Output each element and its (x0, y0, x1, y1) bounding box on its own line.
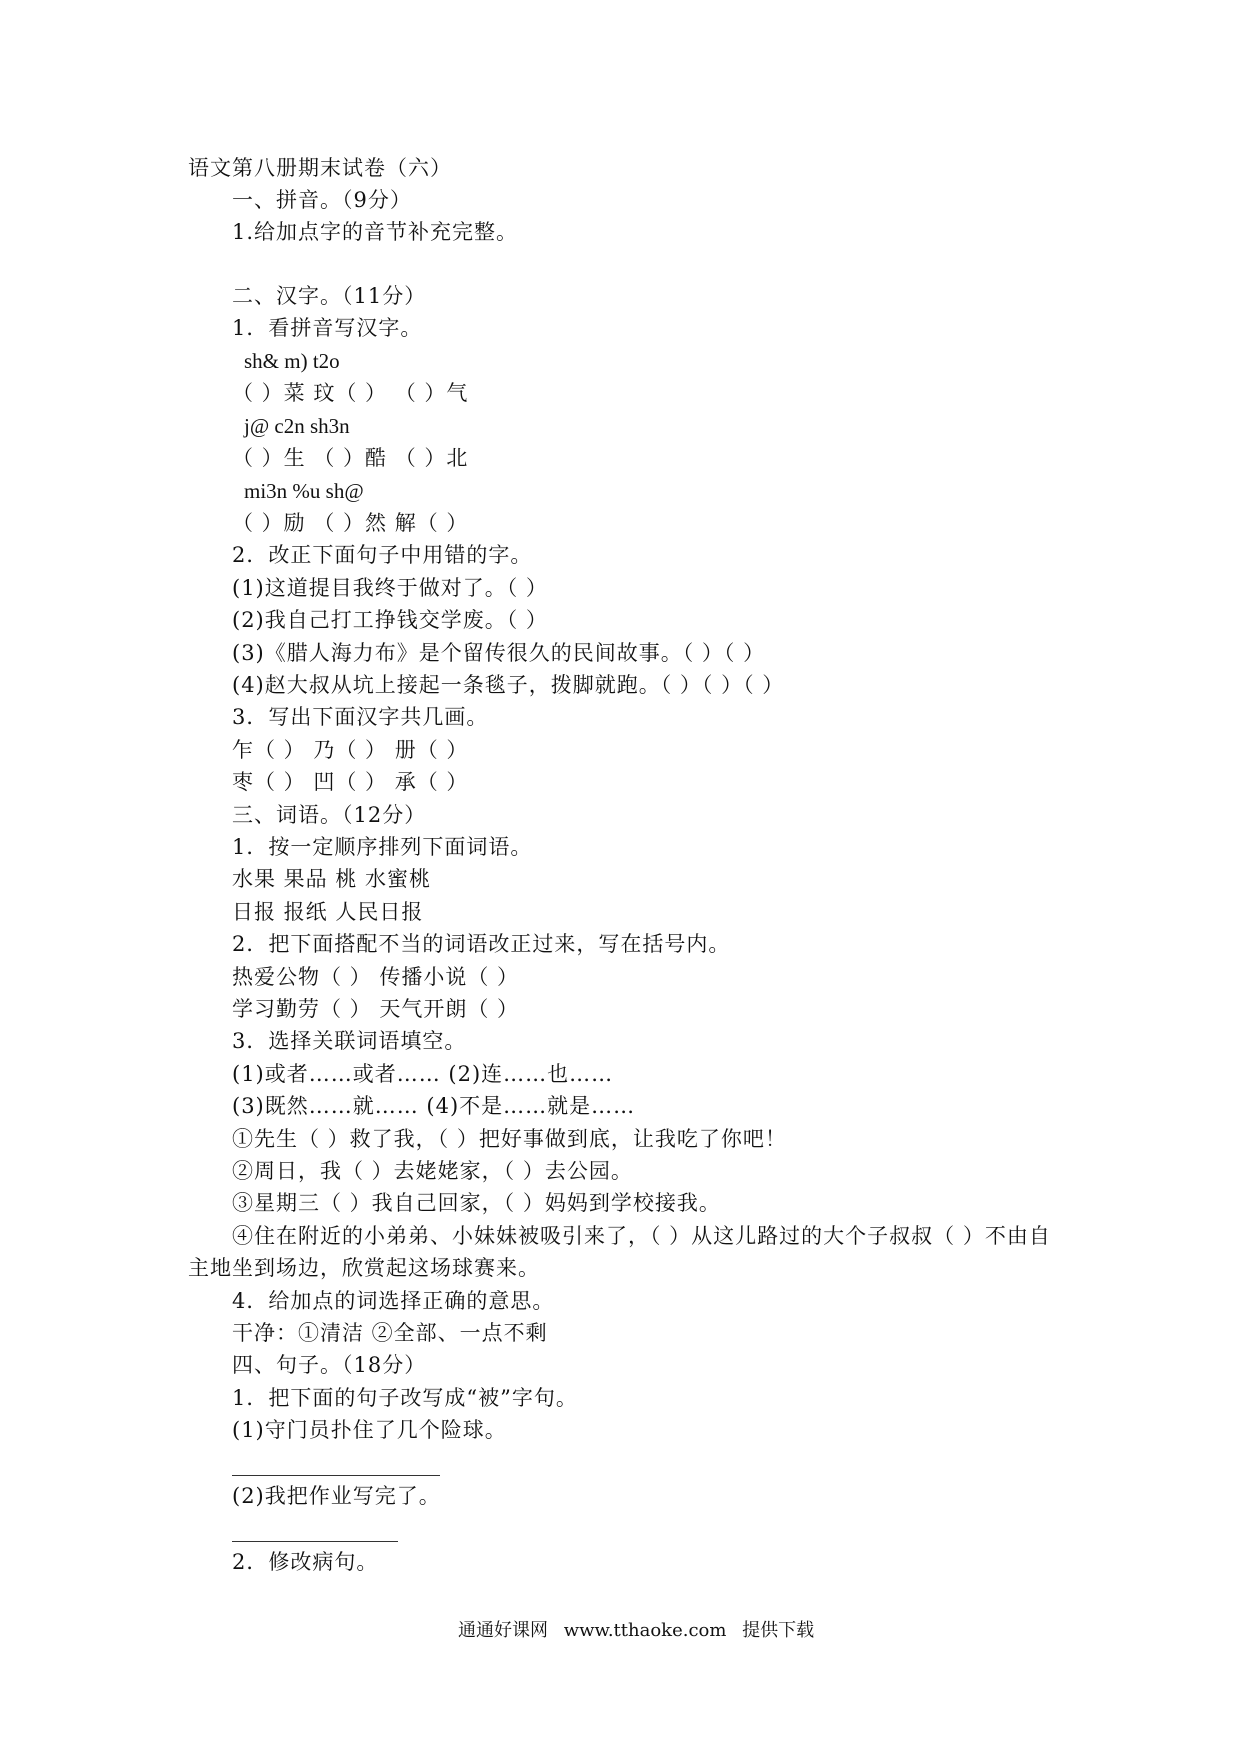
fill-blank-line: ④住在附近的小弟弟、小妹妹被吸引来了，（ ）从这儿路过的大个子叔叔（ ）不由自 (232, 1224, 1051, 1248)
pinyin-line: mi3n %u sh@ (244, 479, 364, 503)
fill-blank-line: （ ）生 （ ）酷 （ ）北 (232, 446, 469, 470)
fill-blank-line: 学习勤劳（ ） 天气开朗（ ） (232, 997, 520, 1021)
word-list: 水果 果品 桃 水蜜桃 (232, 867, 432, 891)
section-heading-sentences: 四、句子。（18分） (232, 1353, 427, 1377)
answer-line (232, 1541, 398, 1542)
question-text: 3．选择关联词语填空。 (232, 1029, 467, 1053)
section-heading-words: 三、词语。（12分） (232, 803, 427, 827)
fill-blank-line: ②周日，我（ ）去姥姥家，（ ）去公园。 (232, 1159, 633, 1183)
page-footer (458, 1618, 824, 1644)
question-text: 2．把下面搭配不当的词语改正过来，写在括号内。 (232, 932, 731, 956)
word-list: 日报 报纸 人民日报 (232, 900, 424, 924)
option-line: 干净：①清洁 ②全部、一点不剩 (232, 1321, 548, 1345)
answer-line (232, 1475, 440, 1476)
footer-site-name: 通通好课网 (458, 1620, 548, 1641)
question-text: 4．给加点的词选择正确的意思。 (232, 1289, 555, 1313)
question-text: 2．改正下面句子中用错的字。 (232, 543, 533, 567)
question-text: 1．看拼音写汉字。 (232, 316, 423, 340)
option-line: (1)或者……或者…… (2)连……也…… (232, 1062, 614, 1086)
question-text: 3．写出下面汉字共几画。 (232, 705, 489, 729)
fill-blank-line: ③星期三（ ）我自己回家，（ ）妈妈到学校接我。 (232, 1191, 721, 1215)
sentence-item: (1)守门员扑住了几个险球。 (232, 1418, 507, 1442)
fill-blank-line: （ ）励 （ ）然 解（ ） (232, 511, 469, 535)
footer-note: 提供下载 (742, 1620, 815, 1641)
fill-blank-line-continued: 主地坐到场边，欣赏起这场球赛来。 (188, 1256, 540, 1280)
section-heading-characters: 二、汉字。（11分） (232, 284, 427, 308)
pinyin-line: j@ c2n sh3n (244, 414, 350, 438)
question-text: 2．修改病句。 (232, 1550, 379, 1574)
option-line: (3)既然……就…… (4)不是……就是…… (232, 1094, 636, 1118)
section-heading-pinyin: 一、拼音。（9分） (232, 188, 412, 212)
sentence-item: (4)赵大叔从坑上接起一条毯子，拨脚就跑。（ ）（ ）（ ） (232, 673, 785, 697)
page-title: 语文第八册期末试卷（六） (188, 156, 452, 180)
footer-url: www.tthaoke.com (563, 1620, 727, 1641)
question-text: 1．把下面的句子改写成“被”字句。 (232, 1386, 578, 1410)
fill-blank-line: （ ）菜 玟（ ） （ ）气 (232, 381, 469, 405)
fill-blank-line: ①先生（ ）救了我，（ ）把好事做到底，让我吃了你吧！ (232, 1127, 787, 1151)
fill-blank-line: 枣（ ） 凹（ ） 承（ ） (232, 770, 469, 794)
question-text: 1.给加点字的音节补充完整。 (232, 220, 519, 244)
sentence-item: (3)《腊人海力布》是个留传很久的民间故事。（ ）（ ） (232, 641, 766, 665)
sentence-item: (1)这道提目我终于做对了。（ ） (232, 576, 548, 600)
fill-blank-line: 热爱公物（ ） 传播小说（ ） (232, 965, 520, 989)
question-text: 1．按一定顺序排列下面词语。 (232, 835, 533, 859)
sentence-item: (2)我把作业写完了。 (232, 1484, 441, 1508)
sentence-item: (2)我自己打工挣钱交学废。（ ） (232, 608, 548, 632)
fill-blank-line: 乍（ ） 乃（ ） 册（ ） (232, 738, 469, 762)
pinyin-line: sh& m) t2o (244, 349, 340, 373)
